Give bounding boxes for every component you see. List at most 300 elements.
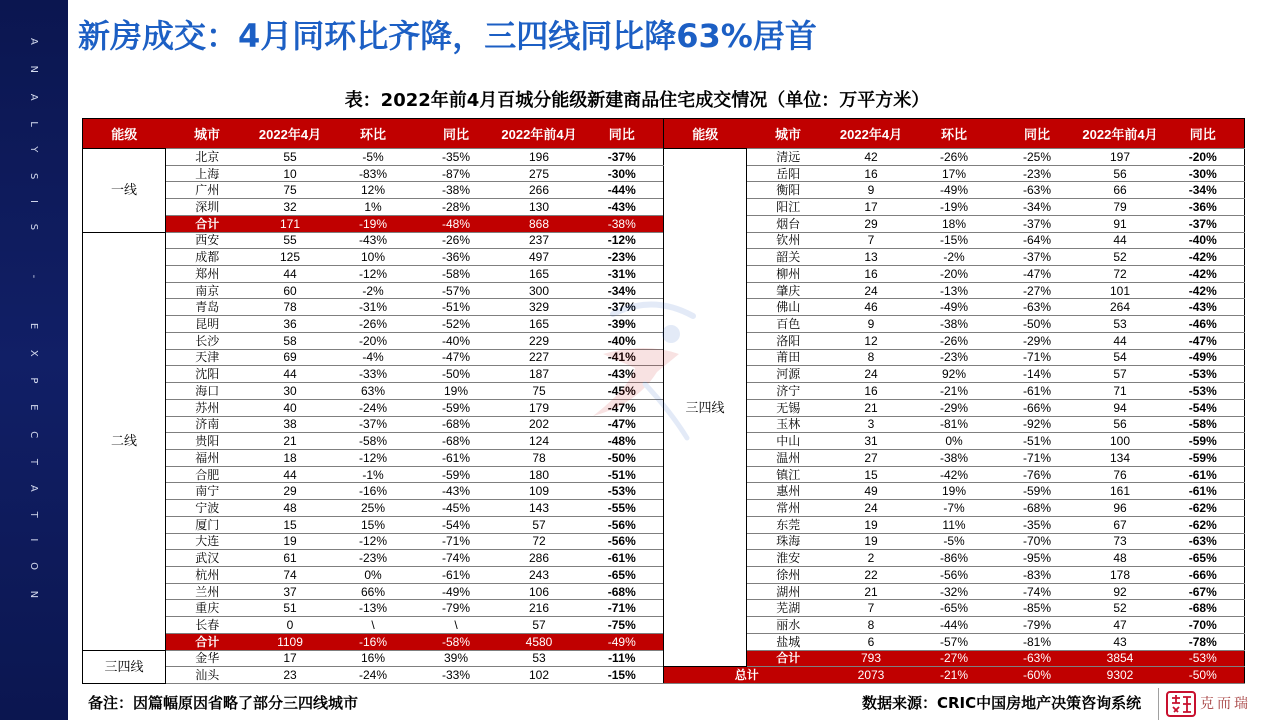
ytd-volume: 329	[498, 299, 581, 316]
april-volume: 7	[830, 600, 913, 617]
april-volume: 36	[249, 316, 332, 333]
city-name: 盐城	[747, 633, 830, 650]
ytd-yoy-change: -37%	[581, 149, 664, 166]
city-name: 镇江	[747, 466, 830, 483]
ytd-yoy-change: -65%	[581, 566, 664, 583]
ytd-volume: 72	[498, 533, 581, 550]
ytd-yoy-change: -47%	[1162, 332, 1245, 349]
mom-change: -33%	[332, 366, 415, 383]
yoy-change: -68%	[415, 433, 498, 450]
yoy-change: -40%	[415, 332, 498, 349]
april-volume: 40	[249, 399, 332, 416]
mom-change: -2%	[332, 282, 415, 299]
city-name: 济宁	[747, 383, 830, 400]
subtotal-ytd-volume: 3854	[1079, 650, 1162, 667]
yoy-change: -57%	[415, 282, 498, 299]
april-volume: 19	[830, 533, 913, 550]
yoy-change: -35%	[415, 149, 498, 166]
april-volume: 24	[830, 282, 913, 299]
april-volume: 21	[830, 583, 913, 600]
ytd-volume: 216	[498, 600, 581, 617]
april-volume: 44	[249, 266, 332, 283]
april-volume: 16	[830, 383, 913, 400]
april-volume: 15	[249, 516, 332, 533]
april-volume: 19	[830, 516, 913, 533]
mom-change: -13%	[332, 600, 415, 617]
subtotal-april-volume: 171	[249, 215, 332, 232]
mom-change: -29%	[913, 399, 996, 416]
mom-change: -20%	[332, 332, 415, 349]
ytd-yoy-change: -34%	[1162, 182, 1245, 199]
april-volume: 17	[249, 650, 332, 667]
mom-change: -2%	[913, 249, 996, 266]
ytd-yoy-change: -67%	[1162, 583, 1245, 600]
subtotal-ytd-yoy-change: -49%	[581, 633, 664, 650]
city-name: 柳州	[747, 266, 830, 283]
ytd-volume: 101	[1079, 282, 1162, 299]
page-title: 新房成交：4月同环比齐降，三四线同比降63%居首	[78, 17, 817, 55]
city-name: 昆明	[166, 316, 249, 333]
mom-change: 66%	[332, 583, 415, 600]
yoy-change: -61%	[996, 383, 1079, 400]
mom-change: 16%	[332, 650, 415, 667]
ytd-volume: 54	[1079, 349, 1162, 366]
city-name: 淮安	[747, 550, 830, 567]
yoy-change: -87%	[415, 165, 498, 182]
ytd-yoy-change: -40%	[581, 332, 664, 349]
subtotal-april-volume: 793	[830, 650, 913, 667]
ytd-yoy-change: -31%	[581, 266, 664, 283]
city-name: 湖州	[747, 583, 830, 600]
ytd-yoy-change: -48%	[581, 433, 664, 450]
ytd-yoy-change: -56%	[581, 516, 664, 533]
mom-change: -1%	[332, 466, 415, 483]
city-name: 重庆	[166, 600, 249, 617]
city-name: 东莞	[747, 516, 830, 533]
ytd-yoy-change: -15%	[581, 667, 664, 684]
subtotal-label: 合计	[747, 650, 830, 667]
ytd-volume: 300	[498, 282, 581, 299]
yoy-change: -54%	[415, 516, 498, 533]
mom-change: -81%	[913, 416, 996, 433]
table-header-row	[83, 119, 1245, 149]
ytd-volume: 229	[498, 332, 581, 349]
mom-change: -37%	[332, 416, 415, 433]
mom-change: 11%	[913, 516, 996, 533]
mom-change: -7%	[913, 500, 996, 517]
ytd-yoy-change: -61%	[1162, 466, 1245, 483]
total-label: 总计	[664, 667, 830, 684]
ytd-yoy-change: -36%	[1162, 199, 1245, 216]
city-name: 丽水	[747, 617, 830, 634]
april-volume: 55	[249, 232, 332, 249]
mom-change: -38%	[913, 449, 996, 466]
ytd-yoy-change: -56%	[581, 533, 664, 550]
mom-change: -26%	[913, 149, 996, 166]
header-tier: 能级	[664, 119, 747, 149]
april-volume: 9	[830, 316, 913, 333]
april-volume: 61	[249, 550, 332, 567]
yoy-change: -50%	[996, 316, 1079, 333]
yoy-change: -38%	[415, 182, 498, 199]
yoy-change: -51%	[415, 299, 498, 316]
tier-label: 三四线	[664, 149, 747, 667]
subtotal-april-volume: 1109	[249, 633, 332, 650]
mom-change: -26%	[332, 316, 415, 333]
yoy-change: -95%	[996, 550, 1079, 567]
yoy-change: -51%	[996, 433, 1079, 450]
ytd-volume: 44	[1079, 232, 1162, 249]
yoy-change: -92%	[996, 416, 1079, 433]
yoy-change: -50%	[415, 366, 498, 383]
april-volume: 8	[830, 617, 913, 634]
mom-change: -12%	[332, 449, 415, 466]
city-name: 深圳	[166, 199, 249, 216]
subtotal-mom-change: -27%	[913, 650, 996, 667]
ytd-yoy-change: -42%	[1162, 282, 1245, 299]
yoy-change: -26%	[415, 232, 498, 249]
ytd-volume: 497	[498, 249, 581, 266]
april-volume: 17	[830, 199, 913, 216]
yoy-change: -37%	[996, 215, 1079, 232]
ytd-volume: 266	[498, 182, 581, 199]
city-name: 阳江	[747, 199, 830, 216]
ytd-yoy-change: -43%	[1162, 299, 1245, 316]
city-name: 宁波	[166, 500, 249, 517]
mom-change: -44%	[913, 617, 996, 634]
ytd-yoy-change: -47%	[581, 416, 664, 433]
subtotal-label: 合计	[166, 633, 249, 650]
ytd-volume: 53	[1079, 316, 1162, 333]
ytd-volume: 57	[498, 617, 581, 634]
table-row	[83, 149, 1245, 166]
city-name: 中山	[747, 433, 830, 450]
yoy-change: -74%	[996, 583, 1079, 600]
mom-change: -15%	[913, 232, 996, 249]
mom-change: -5%	[332, 149, 415, 166]
yoy-change: -34%	[996, 199, 1079, 216]
april-volume: 2	[830, 550, 913, 567]
header-tier: 能级	[83, 119, 166, 149]
subtotal-ytd-yoy-change: -53%	[1162, 650, 1245, 667]
ytd-volume: 286	[498, 550, 581, 567]
april-volume: 30	[249, 383, 332, 400]
april-volume: 125	[249, 249, 332, 266]
ytd-yoy-change: -44%	[581, 182, 664, 199]
mom-change: -65%	[913, 600, 996, 617]
yoy-change: -71%	[996, 349, 1079, 366]
ytd-yoy-change: -23%	[581, 249, 664, 266]
mom-change: -24%	[332, 399, 415, 416]
yoy-change: -61%	[415, 449, 498, 466]
mom-change: \	[332, 617, 415, 634]
april-volume: 0	[249, 617, 332, 634]
yoy-change: -52%	[415, 316, 498, 333]
ytd-yoy-change: -54%	[1162, 399, 1245, 416]
april-volume: 12	[830, 332, 913, 349]
ytd-yoy-change: -53%	[581, 483, 664, 500]
subtotal-yoy-change: -58%	[415, 633, 498, 650]
city-name: 北京	[166, 149, 249, 166]
ytd-volume: 43	[1079, 633, 1162, 650]
april-volume: 44	[249, 466, 332, 483]
ytd-yoy-change: -68%	[1162, 600, 1245, 617]
april-volume: 31	[830, 433, 913, 450]
ytd-yoy-change: -62%	[1162, 500, 1245, 517]
ytd-volume: 78	[498, 449, 581, 466]
ytd-yoy-change: -51%	[581, 466, 664, 483]
april-volume: 38	[249, 416, 332, 433]
city-name: 珠海	[747, 533, 830, 550]
logo-text: 克而瑞	[1200, 696, 1251, 712]
city-name: 武汉	[166, 550, 249, 567]
city-name: 洛阳	[747, 332, 830, 349]
april-volume: 48	[249, 500, 332, 517]
ytd-yoy-change: -78%	[1162, 633, 1245, 650]
tier-label: 三四线	[83, 650, 166, 683]
april-volume: 22	[830, 566, 913, 583]
city-name: 温州	[747, 449, 830, 466]
ytd-volume: 264	[1079, 299, 1162, 316]
header-april-volume: 2022年4月	[249, 119, 332, 149]
yoy-change: -27%	[996, 282, 1079, 299]
ytd-volume: 92	[1079, 583, 1162, 600]
city-name: 海口	[166, 383, 249, 400]
yoy-change: 39%	[415, 650, 498, 667]
city-name: 常州	[747, 500, 830, 517]
yoy-change: -70%	[996, 533, 1079, 550]
ytd-yoy-change: -70%	[1162, 617, 1245, 634]
city-name: 福州	[166, 449, 249, 466]
tier-label: 二线	[83, 232, 166, 650]
total-ytd-yoy-change: -50%	[1162, 667, 1245, 684]
ytd-yoy-change: -61%	[1162, 483, 1245, 500]
yoy-change: -37%	[996, 249, 1079, 266]
yoy-change: -68%	[415, 416, 498, 433]
mom-change: -23%	[332, 550, 415, 567]
ytd-yoy-change: -71%	[581, 600, 664, 617]
april-volume: 21	[830, 399, 913, 416]
yoy-change: -58%	[415, 266, 498, 283]
mom-change: -49%	[913, 182, 996, 199]
city-name: 惠州	[747, 483, 830, 500]
city-name: 百色	[747, 316, 830, 333]
city-name: 河源	[747, 366, 830, 383]
header-mom: 环比	[913, 119, 996, 149]
april-volume: 13	[830, 249, 913, 266]
city-name: 苏州	[166, 399, 249, 416]
yoy-change: -25%	[996, 149, 1079, 166]
ytd-volume: 227	[498, 349, 581, 366]
yoy-change: -85%	[996, 600, 1079, 617]
ytd-yoy-change: -11%	[581, 650, 664, 667]
ytd-volume: 130	[498, 199, 581, 216]
april-volume: 27	[830, 449, 913, 466]
ytd-yoy-change: -43%	[581, 199, 664, 216]
ytd-volume: 180	[498, 466, 581, 483]
april-volume: 8	[830, 349, 913, 366]
city-name: 郑州	[166, 266, 249, 283]
city-name: 西安	[166, 232, 249, 249]
header-city: 城市	[747, 119, 830, 149]
city-name: 济南	[166, 416, 249, 433]
ytd-yoy-change: -47%	[581, 399, 664, 416]
city-name: 上海	[166, 165, 249, 182]
ytd-volume: 56	[1079, 416, 1162, 433]
city-name: 南京	[166, 282, 249, 299]
yoy-change: -47%	[996, 266, 1079, 283]
side-band	[0, 0, 68, 720]
table-header	[83, 119, 1245, 149]
mom-change: 0%	[913, 433, 996, 450]
mom-change: -49%	[913, 299, 996, 316]
mom-change: -21%	[913, 383, 996, 400]
ytd-volume: 52	[1079, 249, 1162, 266]
header-ytd-yoy: 同比	[581, 119, 664, 149]
subtotal-yoy-change: -48%	[415, 215, 498, 232]
ytd-volume: 179	[498, 399, 581, 416]
april-volume: 37	[249, 583, 332, 600]
city-name: 大连	[166, 533, 249, 550]
ytd-volume: 94	[1079, 399, 1162, 416]
ytd-volume: 178	[1079, 566, 1162, 583]
ytd-yoy-change: -62%	[1162, 516, 1245, 533]
mom-change: -19%	[913, 199, 996, 216]
april-volume: 16	[830, 266, 913, 283]
yoy-change: -23%	[996, 165, 1079, 182]
yoy-change: -35%	[996, 516, 1079, 533]
ytd-yoy-change: -61%	[581, 550, 664, 567]
yoy-change: -71%	[415, 533, 498, 550]
ytd-volume: 106	[498, 583, 581, 600]
april-volume: 24	[830, 366, 913, 383]
mom-change: -43%	[332, 232, 415, 249]
mom-change: 12%	[332, 182, 415, 199]
ytd-volume: 48	[1079, 550, 1162, 567]
mom-change: -86%	[913, 550, 996, 567]
mom-change: -5%	[913, 533, 996, 550]
city-name: 兰州	[166, 583, 249, 600]
mom-change: 10%	[332, 249, 415, 266]
ytd-yoy-change: -42%	[1162, 266, 1245, 283]
ytd-volume: 73	[1079, 533, 1162, 550]
cric-logo	[1164, 690, 1256, 718]
yoy-change: -74%	[415, 550, 498, 567]
yoy-change: -79%	[996, 617, 1079, 634]
table-body	[83, 149, 1245, 684]
yoy-change: -71%	[996, 449, 1079, 466]
data-source: 数据来源：CRIC中国房地产决策咨询系统	[862, 694, 1142, 712]
ytd-yoy-change: -46%	[1162, 316, 1245, 333]
april-volume: 58	[249, 332, 332, 349]
ytd-yoy-change: -58%	[1162, 416, 1245, 433]
yoy-change: -64%	[996, 232, 1079, 249]
yoy-change: 19%	[415, 383, 498, 400]
city-name: 成都	[166, 249, 249, 266]
side-band-text: ANALYSIS - EXPECTATION	[28, 38, 39, 619]
april-volume: 16	[830, 165, 913, 182]
april-volume: 32	[249, 199, 332, 216]
header-ytd-volume: 2022年前4月	[1079, 119, 1162, 149]
city-name: 芜湖	[747, 600, 830, 617]
yoy-change: -36%	[415, 249, 498, 266]
city-name: 长春	[166, 617, 249, 634]
city-name: 莆田	[747, 349, 830, 366]
city-name: 韶关	[747, 249, 830, 266]
ytd-yoy-change: -75%	[581, 617, 664, 634]
april-volume: 7	[830, 232, 913, 249]
city-name: 徐州	[747, 566, 830, 583]
yoy-change: -28%	[415, 199, 498, 216]
mom-change: -4%	[332, 349, 415, 366]
ytd-yoy-change: -45%	[581, 383, 664, 400]
city-name: 肇庆	[747, 282, 830, 299]
subtotal-mom-change: -19%	[332, 215, 415, 232]
city-name: 长沙	[166, 332, 249, 349]
ytd-yoy-change: -53%	[1162, 366, 1245, 383]
ytd-yoy-change: -49%	[1162, 349, 1245, 366]
mom-change: -26%	[913, 332, 996, 349]
ytd-yoy-change: -34%	[581, 282, 664, 299]
yoy-change: -66%	[996, 399, 1079, 416]
ytd-volume: 91	[1079, 215, 1162, 232]
footnote: 备注：因篇幅原因省略了部分三四线城市	[88, 694, 359, 712]
mom-change: -23%	[913, 349, 996, 366]
ytd-yoy-change: -55%	[581, 500, 664, 517]
ytd-volume: 143	[498, 500, 581, 517]
april-volume: 9	[830, 182, 913, 199]
april-volume: 21	[249, 433, 332, 450]
ytd-volume: 243	[498, 566, 581, 583]
april-volume: 51	[249, 600, 332, 617]
city-name: 贵阳	[166, 433, 249, 450]
ytd-volume: 134	[1079, 449, 1162, 466]
city-name: 汕头	[166, 667, 249, 684]
yoy-change: -45%	[415, 500, 498, 517]
city-name: 厦门	[166, 516, 249, 533]
table-row	[83, 667, 1245, 684]
tier-label: 一线	[83, 149, 166, 233]
april-volume: 69	[249, 349, 332, 366]
ytd-volume: 196	[498, 149, 581, 166]
total-ytd-volume: 9302	[1079, 667, 1162, 684]
logo-divider	[1158, 688, 1159, 720]
april-volume: 18	[249, 449, 332, 466]
april-volume: 23	[249, 667, 332, 684]
mom-change: -56%	[913, 566, 996, 583]
mom-change: -24%	[332, 667, 415, 684]
ytd-volume: 76	[1079, 466, 1162, 483]
ytd-volume: 53	[498, 650, 581, 667]
yoy-change: \	[415, 617, 498, 634]
mom-change: 1%	[332, 199, 415, 216]
subtotal-yoy-change: -63%	[996, 650, 1079, 667]
ytd-yoy-change: -37%	[1162, 215, 1245, 232]
ytd-yoy-change: -63%	[1162, 533, 1245, 550]
mom-change: 19%	[913, 483, 996, 500]
ytd-yoy-change: -66%	[1162, 566, 1245, 583]
april-volume: 74	[249, 566, 332, 583]
ytd-volume: 67	[1079, 516, 1162, 533]
city-name: 衡阳	[747, 182, 830, 199]
ytd-volume: 56	[1079, 165, 1162, 182]
city-name: 天津	[166, 349, 249, 366]
header-city: 城市	[166, 119, 249, 149]
ytd-volume: 66	[1079, 182, 1162, 199]
ytd-volume: 52	[1079, 600, 1162, 617]
mom-change: 0%	[332, 566, 415, 583]
city-name: 钦州	[747, 232, 830, 249]
